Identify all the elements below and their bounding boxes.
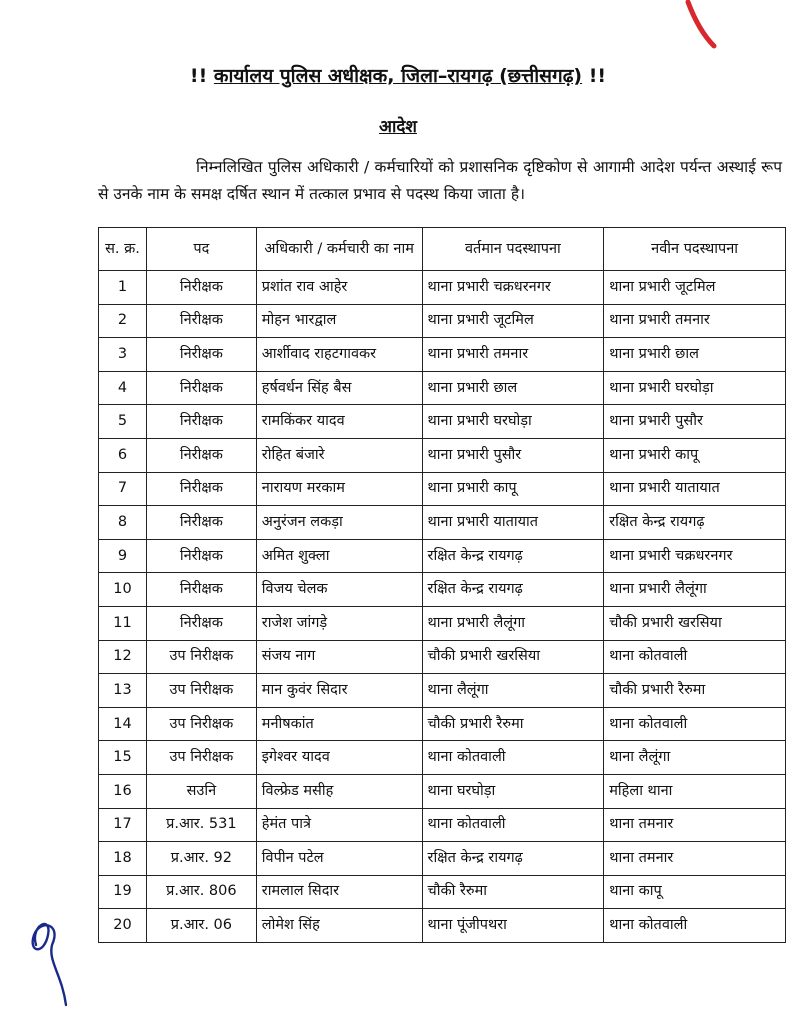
cell-name: मनीषकांत <box>256 707 422 741</box>
table-row <box>99 774 786 808</box>
table-row <box>99 875 786 909</box>
cell-serial: 12 <box>99 640 147 674</box>
cell-current-posting: थाना प्रभारी घरघोड़ा <box>422 405 604 439</box>
cell-new-posting: थाना प्रभारी छाल <box>604 338 786 372</box>
header-current-posting: वर्तमान पदस्थापना <box>422 228 604 271</box>
table-row <box>99 472 786 506</box>
cell-new-posting: थाना कोतवाली <box>604 909 786 943</box>
table-row <box>99 338 786 372</box>
cell-rank: प्र.आर. 531 <box>146 808 256 842</box>
table-row <box>99 909 786 943</box>
cell-current-posting: थाना कोतवाली <box>422 741 604 775</box>
cell-current-posting: थाना प्रभारी पुसौर <box>422 438 604 472</box>
cell-name: इगेश्वर यादव <box>256 741 422 775</box>
cell-new-posting: थाना प्रभारी लैलूंगा <box>604 573 786 607</box>
table-row <box>99 506 786 540</box>
cell-serial: 10 <box>99 573 147 607</box>
cell-name: प्रशांत राव आहेर <box>256 271 422 305</box>
cell-current-posting: थाना प्रभारी यातायात <box>422 506 604 540</box>
cell-new-posting: महिला थाना <box>604 774 786 808</box>
cell-rank: उप निरीक्षक <box>146 640 256 674</box>
cell-new-posting: थाना तमनार <box>604 842 786 876</box>
cell-serial: 9 <box>99 539 147 573</box>
cell-rank: प्र.आर. 806 <box>146 875 256 909</box>
cell-name: संजय नाग <box>256 640 422 674</box>
cell-rank: उप निरीक्षक <box>146 741 256 775</box>
cell-name: अमित शुक्ला <box>256 539 422 573</box>
cell-rank: निरीक्षक <box>146 338 256 372</box>
cell-current-posting: चौकी प्रभारी रैरुमा <box>422 707 604 741</box>
table-row <box>99 438 786 472</box>
cell-serial: 4 <box>99 371 147 405</box>
cell-new-posting: थाना प्रभारी घरघोड़ा <box>604 371 786 405</box>
cell-serial: 20 <box>99 909 147 943</box>
cell-name: रोहित बंजारे <box>256 438 422 472</box>
cell-new-posting: थाना प्रभारी जूटमिल <box>604 271 786 305</box>
cell-current-posting: थाना लैलूंगा <box>422 674 604 708</box>
order-title: आदेश <box>379 117 417 137</box>
table-row <box>99 573 786 607</box>
cell-new-posting: थाना प्रभारी तमनार <box>604 304 786 338</box>
cell-new-posting: थाना लैलूंगा <box>604 741 786 775</box>
cell-serial: 14 <box>99 707 147 741</box>
cell-rank: निरीक्षक <box>146 405 256 439</box>
cell-name: हर्षवर्धन सिंह बैस <box>256 371 422 405</box>
cell-new-posting: थाना प्रभारी पुसौर <box>604 405 786 439</box>
cell-serial: 18 <box>99 842 147 876</box>
table-header-row <box>99 228 786 271</box>
cell-rank: निरीक्षक <box>146 304 256 338</box>
cell-name: अनुरंजन लकड़ा <box>256 506 422 540</box>
heading-suffix: !! <box>588 65 607 87</box>
cell-current-posting: थाना प्रभारी कापू <box>422 472 604 506</box>
cell-new-posting: थाना तमनार <box>604 808 786 842</box>
table-row <box>99 842 786 876</box>
cell-name: विजय चेलक <box>256 573 422 607</box>
table-row <box>99 539 786 573</box>
cell-current-posting: थाना प्रभारी तमनार <box>422 338 604 372</box>
cell-serial: 8 <box>99 506 147 540</box>
cell-rank: सउनि <box>146 774 256 808</box>
cell-current-posting: रक्षित केन्द्र रायगढ़ <box>422 539 604 573</box>
table-row <box>99 606 786 640</box>
table-row <box>99 371 786 405</box>
transfer-table <box>98 227 786 943</box>
cell-current-posting: थाना प्रभारी लैलूंगा <box>422 606 604 640</box>
table-row <box>99 674 786 708</box>
cell-name: हेमंत पात्रे <box>256 808 422 842</box>
cell-current-posting: थाना प्रभारी जूटमिल <box>422 304 604 338</box>
cell-rank: प्र.आर. 06 <box>146 909 256 943</box>
cell-name: विल्फ्रेड मसीह <box>256 774 422 808</box>
cell-serial: 13 <box>99 674 147 708</box>
red-pen-mark <box>680 0 740 60</box>
cell-rank: निरीक्षक <box>146 606 256 640</box>
table-row <box>99 707 786 741</box>
header-name: अधिकारी / कर्मचारी का नाम <box>256 228 422 271</box>
cell-serial: 19 <box>99 875 147 909</box>
cell-serial: 11 <box>99 606 147 640</box>
cell-rank: निरीक्षक <box>146 506 256 540</box>
cell-rank: उप निरीक्षक <box>146 674 256 708</box>
office-heading <box>0 62 796 88</box>
cell-current-posting: चौकी रैरुमा <box>422 875 604 909</box>
signature <box>22 905 92 1015</box>
cell-serial: 2 <box>99 304 147 338</box>
cell-current-posting: रक्षित केन्द्र रायगढ़ <box>422 842 604 876</box>
cell-serial: 16 <box>99 774 147 808</box>
cell-name: मोहन भारद्वाल <box>256 304 422 338</box>
cell-new-posting: रक्षित केन्द्र रायगढ़ <box>604 506 786 540</box>
cell-rank: प्र.आर. 92 <box>146 842 256 876</box>
cell-serial: 15 <box>99 741 147 775</box>
table-row <box>99 741 786 775</box>
cell-rank: निरीक्षक <box>146 472 256 506</box>
cell-name: विपीन पटेल <box>256 842 422 876</box>
cell-current-posting: थाना प्रभारी चक्रधरनगर <box>422 271 604 305</box>
cell-new-posting: थाना प्रभारी कापू <box>604 438 786 472</box>
cell-name: रामकिंकर यादव <box>256 405 422 439</box>
cell-new-posting: चौकी प्रभारी रैरुमा <box>604 674 786 708</box>
cell-rank: निरीक्षक <box>146 539 256 573</box>
cell-new-posting: थाना कापू <box>604 875 786 909</box>
cell-serial: 7 <box>99 472 147 506</box>
cell-rank: निरीक्षक <box>146 371 256 405</box>
cell-rank: निरीक्षक <box>146 438 256 472</box>
cell-serial: 17 <box>99 808 147 842</box>
table-row <box>99 640 786 674</box>
cell-new-posting: थाना प्रभारी यातायात <box>604 472 786 506</box>
table-row <box>99 304 786 338</box>
cell-name: लोमेश सिंह <box>256 909 422 943</box>
cell-rank: उप निरीक्षक <box>146 707 256 741</box>
cell-name: मान कुवंर सिदार <box>256 674 422 708</box>
cell-serial: 6 <box>99 438 147 472</box>
cell-name: नारायण मरकाम <box>256 472 422 506</box>
cell-serial: 1 <box>99 271 147 305</box>
cell-current-posting: थाना प्रभारी छाल <box>422 371 604 405</box>
cell-current-posting: थाना घरघोड़ा <box>422 774 604 808</box>
cell-serial: 3 <box>99 338 147 372</box>
cell-current-posting: रक्षित केन्द्र रायगढ़ <box>422 573 604 607</box>
table-row <box>99 405 786 439</box>
cell-new-posting: चौकी प्रभारी खरसिया <box>604 606 786 640</box>
cell-new-posting: थाना प्रभारी चक्रधरनगर <box>604 539 786 573</box>
cell-name: राजेश जांगड़े <box>256 606 422 640</box>
cell-current-posting: थाना कोतवाली <box>422 808 604 842</box>
cell-name: रामलाल सिदार <box>256 875 422 909</box>
cell-serial: 5 <box>99 405 147 439</box>
cell-current-posting: चौकी प्रभारी खरसिया <box>422 640 604 674</box>
heading-prefix: !! <box>189 65 208 87</box>
header-rank: पद <box>146 228 256 271</box>
cell-current-posting: थाना पूंजीपथरा <box>422 909 604 943</box>
table-row <box>99 271 786 305</box>
cell-rank: निरीक्षक <box>146 573 256 607</box>
cell-new-posting: थाना कोतवाली <box>604 640 786 674</box>
heading-title: कार्यालय पुलिस अधीक्षक, जिला–रायगढ़ (छत्तीसगढ़) <box>213 65 583 87</box>
cell-rank: निरीक्षक <box>146 271 256 305</box>
header-serial: स. क्र. <box>99 228 147 271</box>
header-new-posting: नवीन पदस्थापना <box>604 228 786 271</box>
cell-name: आर्शीवाद राहटगावकर <box>256 338 422 372</box>
order-paragraph: निम्नलिखित पुलिस अधिकारी / कर्मचारियों को प्रशासनिक दृष्टिकोण से आगामी आदेश पर्यन्त अस्थाई रूप से उनके नाम के समक्ष दर्षित स्थान में तत्काल प्रभाव से पदस्थ किया जाता है। <box>98 158 782 203</box>
table-row <box>99 808 786 842</box>
cell-new-posting: थाना कोतवाली <box>604 707 786 741</box>
